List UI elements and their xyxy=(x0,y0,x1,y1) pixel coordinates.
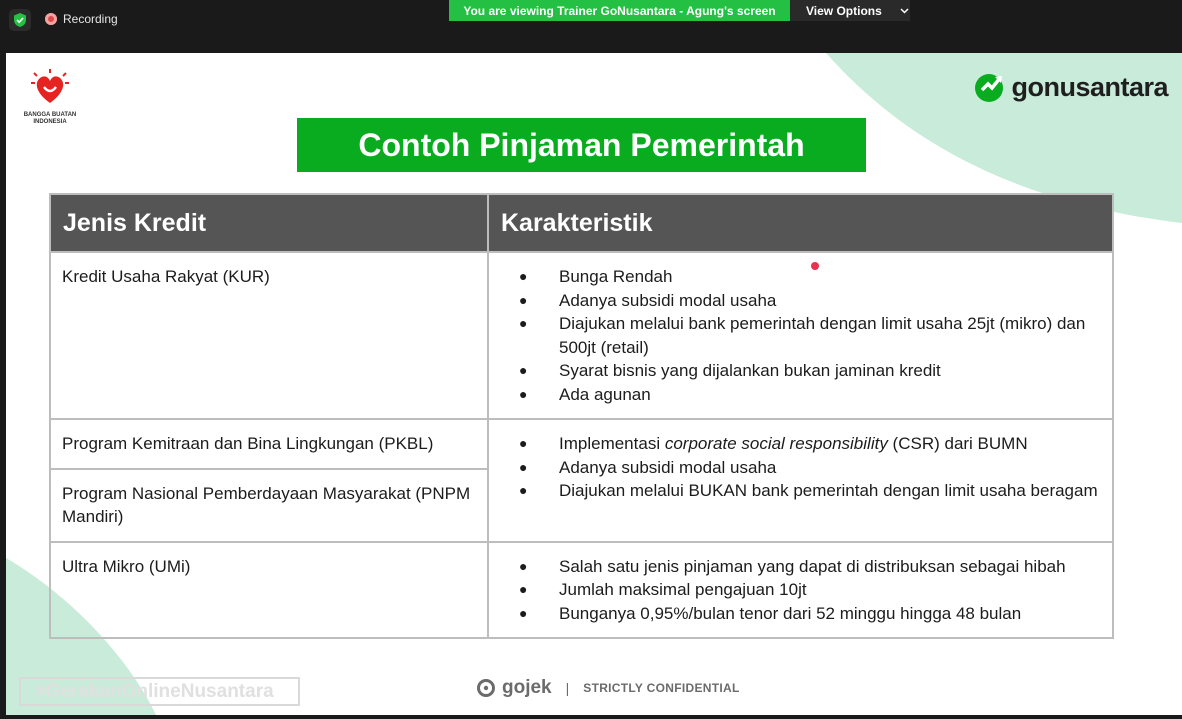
characteristics-cell xyxy=(488,419,1113,542)
gonusantara-mark-icon xyxy=(973,70,1007,104)
gojek-icon xyxy=(476,678,496,698)
item-prefix: Implementasi xyxy=(559,434,665,453)
list-item: ● Adanya subsidi modal usaha xyxy=(500,289,1101,313)
list-item: ● Ada agunan xyxy=(500,383,1101,407)
recording-label: Recording xyxy=(63,12,118,26)
viewing-banner: You are viewing Trainer GoNusantara - Agung's screen xyxy=(449,0,790,21)
table-row xyxy=(50,542,1113,639)
chevron-down-icon xyxy=(900,8,909,14)
view-options-button[interactable] xyxy=(790,0,910,21)
footer-brand xyxy=(476,677,740,699)
heart-logo-icon xyxy=(28,69,72,107)
list-item: ● Syarat bisnis yang dijalankan bukan jaminan kredit xyxy=(500,359,1101,383)
gojek-wordmark: gojek xyxy=(502,677,552,698)
credit-name-cell: Ultra Mikro (UMi) xyxy=(50,542,488,639)
security-shield-icon[interactable] xyxy=(9,9,31,31)
recording-icon xyxy=(45,13,57,25)
slide-title: Contoh Pinjaman Pemerintah xyxy=(297,118,866,172)
table-row xyxy=(50,419,1113,469)
shared-slide xyxy=(6,53,1182,715)
item-suffix: (CSR) dari BUMN xyxy=(887,434,1028,453)
list-item: ● Salah satu jenis pinjaman yang dapat di distribuksan sebagai hibah xyxy=(500,555,1101,579)
credit-name-cell: Kredit Usaha Rakyat (KUR) xyxy=(50,252,488,419)
gonusantara-wordmark: gonusantara xyxy=(1011,71,1168,102)
bottom-frame xyxy=(0,715,1182,719)
hashtag-label: #GerakanOnlineNusantara xyxy=(19,677,300,706)
view-options-label: View Options xyxy=(806,3,882,18)
footer-separator: | xyxy=(565,680,570,696)
gonusantara-logo xyxy=(973,70,1168,104)
list-item: ● Bunga Rendah xyxy=(500,265,1101,289)
header-karakteristik: Karakteristik xyxy=(488,194,1113,252)
table-header-row xyxy=(50,194,1113,252)
item-emphasis: corporate social responsibility xyxy=(664,434,888,453)
list-item: ● Jumlah maksimal pengajuan 10jt xyxy=(500,578,1101,602)
credit-name-cell: Program Nasional Pemberdayaan Masyarakat (PNPM Mandiri) xyxy=(50,469,488,542)
confidential-label: STRICTLY CONFIDENTIAL xyxy=(583,681,740,695)
list-item: ● Diajukan melalui BUKAN bank pemerintah dengan limit usaha beragam xyxy=(500,479,1101,503)
recording-indicator[interactable] xyxy=(45,12,118,26)
list-item: ● Adanya subsidi modal usaha xyxy=(500,456,1101,480)
list-item xyxy=(500,432,1101,456)
characteristics-cell xyxy=(488,252,1113,419)
characteristics-cell xyxy=(488,542,1113,639)
list-item: ● Diajukan melalui bank pemerintah dengan limit usaha 25jt (mikro) dan 500jt (retail) xyxy=(500,312,1101,359)
bangga-buatan-indonesia-logo xyxy=(20,69,80,126)
bangga-buatan-indonesia-text: BANGGA BUATAN INDONESIA xyxy=(23,112,77,125)
meeting-toolbar xyxy=(0,0,1182,53)
table-row xyxy=(50,252,1113,419)
laser-pointer-dot xyxy=(811,262,819,270)
list-item: ● Bunganya 0,95%/bulan tenor dari 52 minggu hingga 48 bulan xyxy=(500,602,1101,626)
credit-table xyxy=(49,193,1114,639)
header-jenis-kredit: Jenis Kredit xyxy=(50,194,488,252)
credit-name-cell: Program Kemitraan dan Bina Lingkungan (PKBL) xyxy=(50,419,488,469)
